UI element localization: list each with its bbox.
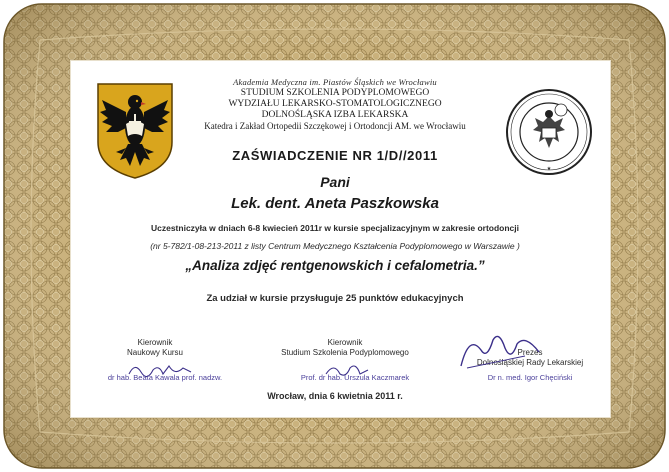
header-line-4: Katedra i Zakład Ortopedii Szczękowej i Ortodoncji AM. we Wrocławiu: [204, 121, 466, 131]
signature-role-3-line2: Dolnośląskiej Rady Lekarskiej: [476, 358, 584, 367]
academy-name: Akademia Medyczna im. Piastów Śląskich we Wrocławiu: [233, 77, 437, 87]
reference-text: (nr 5-782/1-08-213-2011 z listy Centrum Medycznego Kształcenia Podyplomowego w Warszawie ): [150, 241, 520, 251]
header-line-3: DOLNOŚLĄSKA IZBA LEKARSKA: [261, 110, 409, 120]
participation-text: Uczestniczyła w dniach 6-8 kwiecień 2011r w kursie specjalizacyjnym w zakresie ortodoncji: [150, 223, 520, 233]
coat-of-arms-eagle-icon: [96, 82, 174, 180]
signature-role-1-line1: Kierownik: [137, 338, 173, 347]
signature-role-2-line1: Kierownik: [327, 338, 363, 347]
course-title: „Analiza zdjęć rentgenowskich i cefalometria.”: [185, 258, 485, 273]
salutation: Pani: [320, 174, 350, 190]
signature-role-1: [95, 338, 215, 358]
signature-role-2-line2: Studium Szkolenia Podyplomowego: [281, 348, 409, 357]
signature-name-3: Dr n. med. Igor Chęciński: [487, 373, 573, 382]
certificate-title: ZAŚWIADCZENIE NR 1/D//2011: [232, 148, 438, 163]
issue-date: Wrocław, dnia 6 kwietnia 2011 r.: [267, 391, 403, 401]
svg-text:★: ★: [546, 167, 552, 172]
recipient-name: Lek. dent. Aneta Paszkowska: [231, 195, 439, 212]
signature-name-2: Prof. dr hab. Urszula Kaczmarek: [300, 373, 410, 382]
signature-role-2: [270, 338, 420, 358]
signature-scribble-3: [455, 326, 545, 374]
signature-role-1-line2: Naukowy Kursu: [126, 348, 184, 357]
signature-name-1: dr hab. Beata Kawala prof. nadzw.: [107, 373, 223, 382]
academy-seal-icon: [505, 88, 593, 176]
header-line-2: WYDZIAŁU LEKARSKO-STOMATOLOGICZNEGO: [228, 99, 442, 109]
points-text: Za udział w kursie przysługuje 25 punktów edukacyjnych: [206, 293, 464, 304]
header-line-1: STUDIUM SZKOLENIA PODYPLOMOWEGO: [240, 88, 430, 98]
signature-role-3-line1: Prezes: [517, 348, 543, 357]
